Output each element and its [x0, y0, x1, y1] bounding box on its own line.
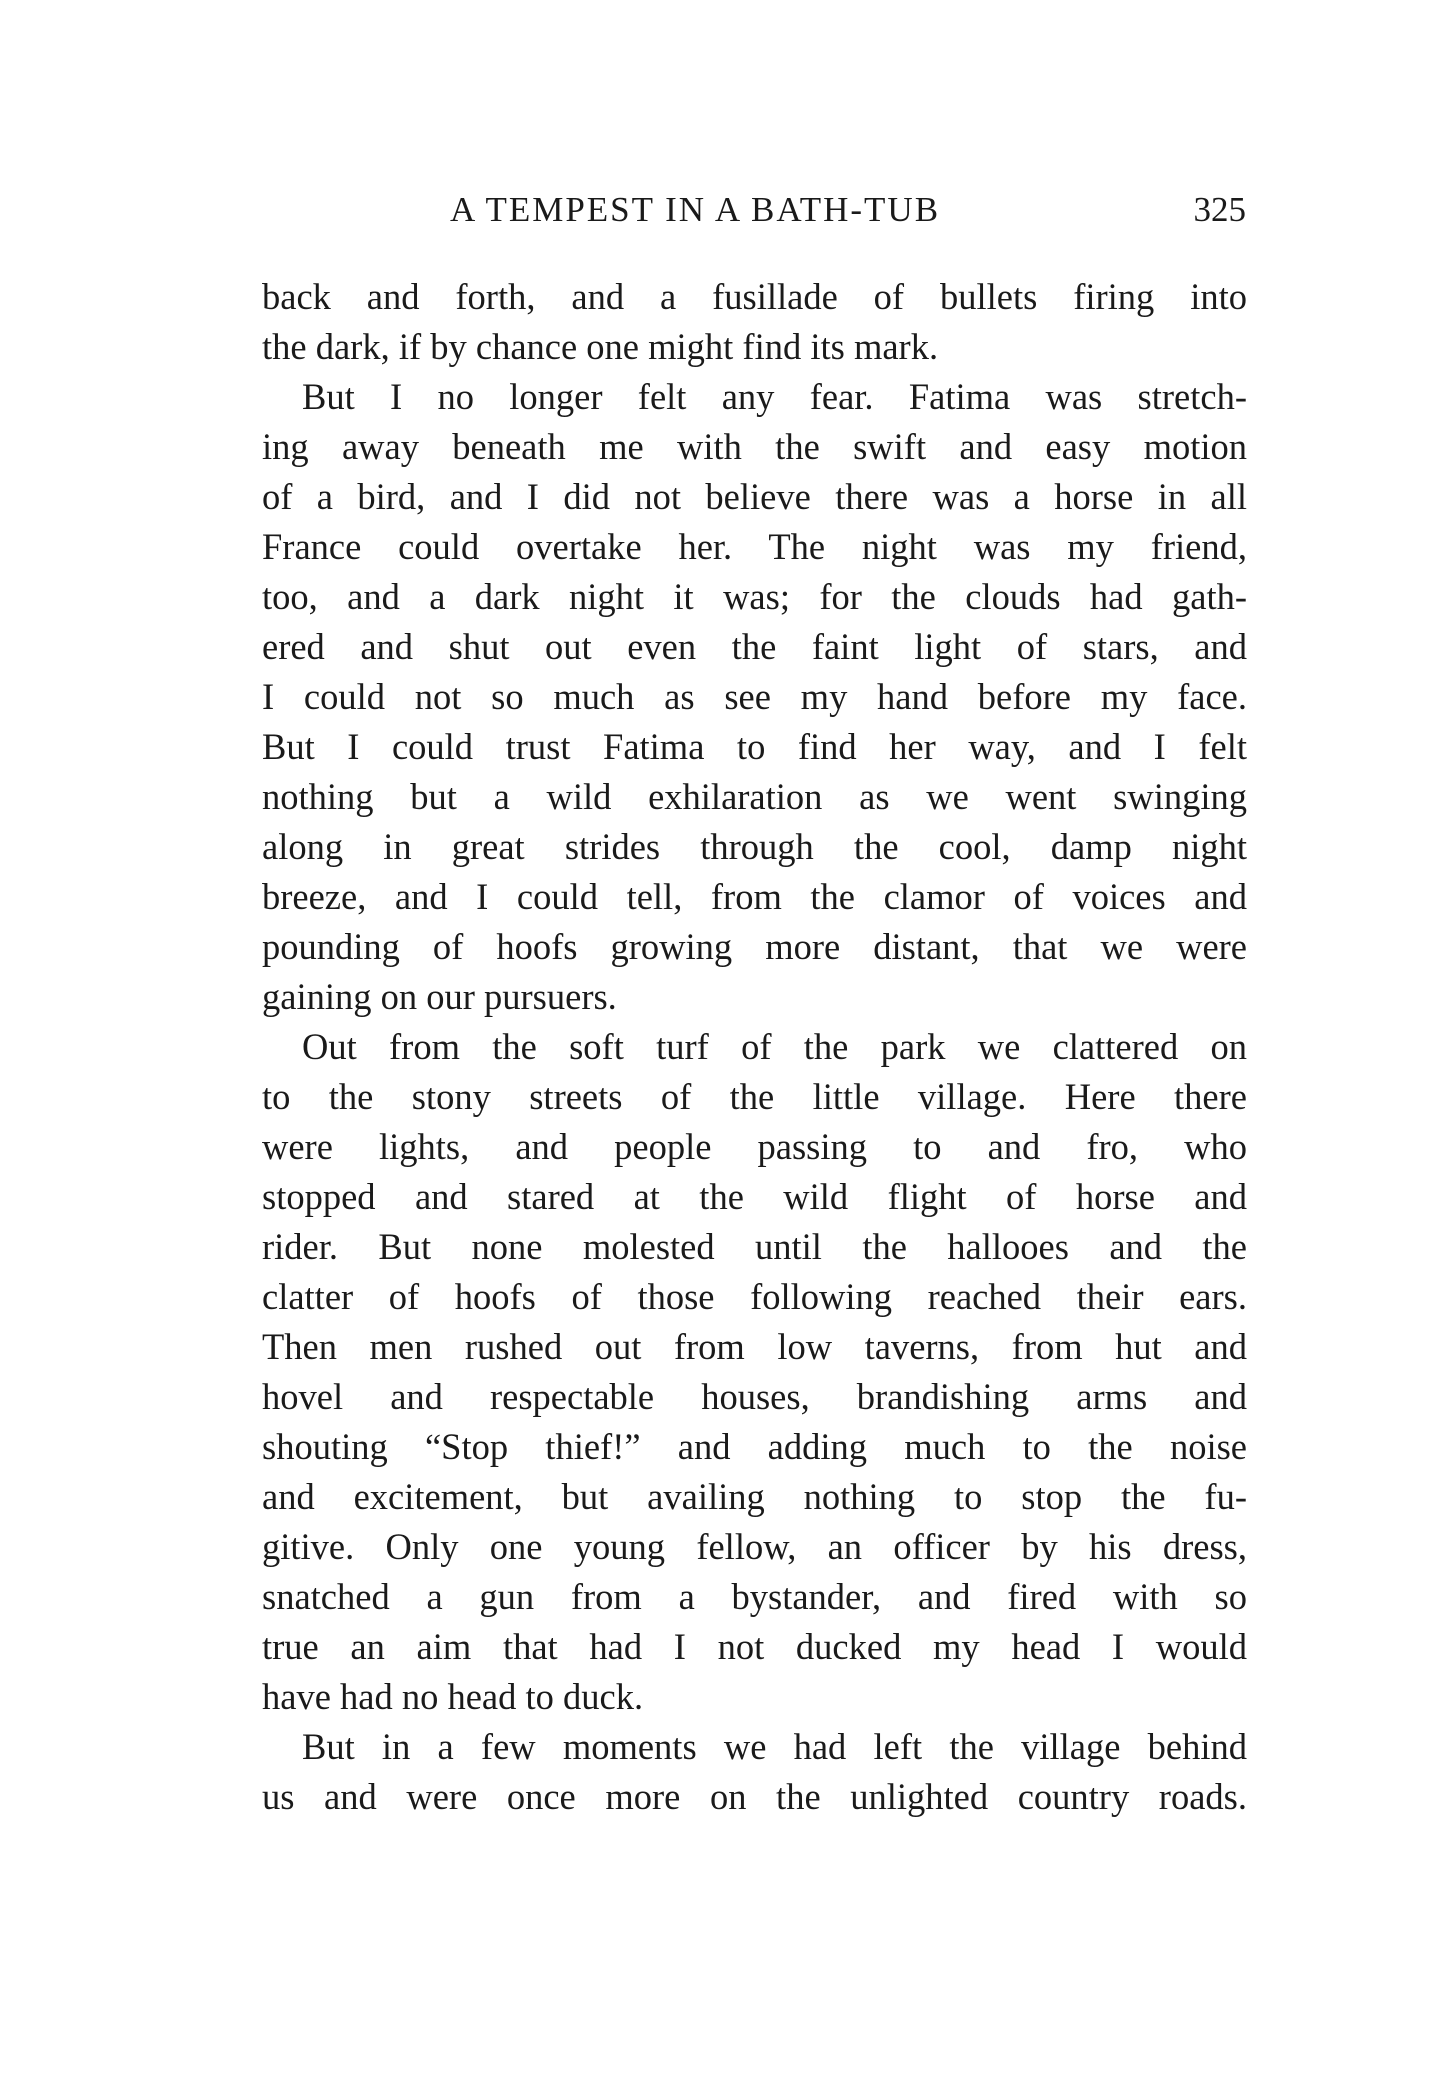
text-line: true an aim that had I not ducked my head I would	[262, 1626, 1247, 1667]
text-line: gaining on our pursuers.	[262, 976, 617, 1017]
text-line: pounding of hoofs growing more distant, that we were	[262, 926, 1247, 967]
text-line: Then men rushed out from low taverns, from hut and	[262, 1326, 1247, 1367]
text-line: along in great strides through the cool, damp night	[262, 826, 1247, 867]
text-line: hovel and respectable houses, brandishing arms and	[262, 1376, 1247, 1417]
text-line: and excitement, but availing nothing to stop the fu-	[262, 1476, 1247, 1517]
text-line: Out from the soft turf of the park we clattered on	[302, 1026, 1247, 1067]
text-line: back and forth, and a fusillade of bullets firing into	[262, 276, 1247, 317]
text-line: But I could trust Fatima to find her way, and I felt	[262, 726, 1247, 767]
body-text	[262, 272, 1247, 1822]
text-line: shouting “Stop thief!” and adding much to the noise	[262, 1426, 1247, 1467]
text-line: were lights, and people passing to and fro, who	[262, 1126, 1247, 1167]
text-line: of a bird, and I did not believe there was a horse in all	[262, 476, 1247, 517]
text-line: too, and a dark night it was; for the clouds had gath-	[262, 576, 1247, 617]
running-head	[262, 190, 1262, 240]
text-line: breeze, and I could tell, from the clamor of voices and	[262, 876, 1247, 917]
text-line: I could not so much as see my hand before my face.	[262, 676, 1247, 717]
text-line: the dark, if by chance one might find its mark.	[262, 326, 939, 367]
text-line: clatter of hoofs of those following reached their ears.	[262, 1276, 1247, 1317]
text-line: ing away beneath me with the swift and easy motion	[262, 426, 1247, 467]
text-line: ered and shut out even the faint light of stars, and	[262, 626, 1247, 667]
text-line: us and were once more on the unlighted country roads.	[262, 1776, 1247, 1817]
text-line: rider. But none molested until the hallooes and the	[262, 1226, 1247, 1267]
text-line: have had no head to duck.	[262, 1676, 644, 1717]
text-line: nothing but a wild exhilaration as we went swinging	[262, 776, 1247, 817]
text-line: snatched a gun from a bystander, and fired with so	[262, 1576, 1247, 1617]
text-line: stopped and stared at the wild flight of horse and	[262, 1176, 1247, 1217]
text-line: France could overtake her. The night was my friend,	[262, 526, 1247, 567]
text-line: to the stony streets of the little village. Here there	[262, 1076, 1247, 1117]
text-line: But I no longer felt any fear. Fatima was stretch-	[302, 376, 1247, 417]
text-line: But in a few moments we had left the village behind	[302, 1726, 1247, 1767]
running-title: A TEMPEST IN A BATH-TUB	[450, 190, 941, 229]
page-number: 325	[1193, 190, 1246, 229]
text-line: gitive. Only one young fellow, an officer by his dress,	[262, 1526, 1247, 1567]
